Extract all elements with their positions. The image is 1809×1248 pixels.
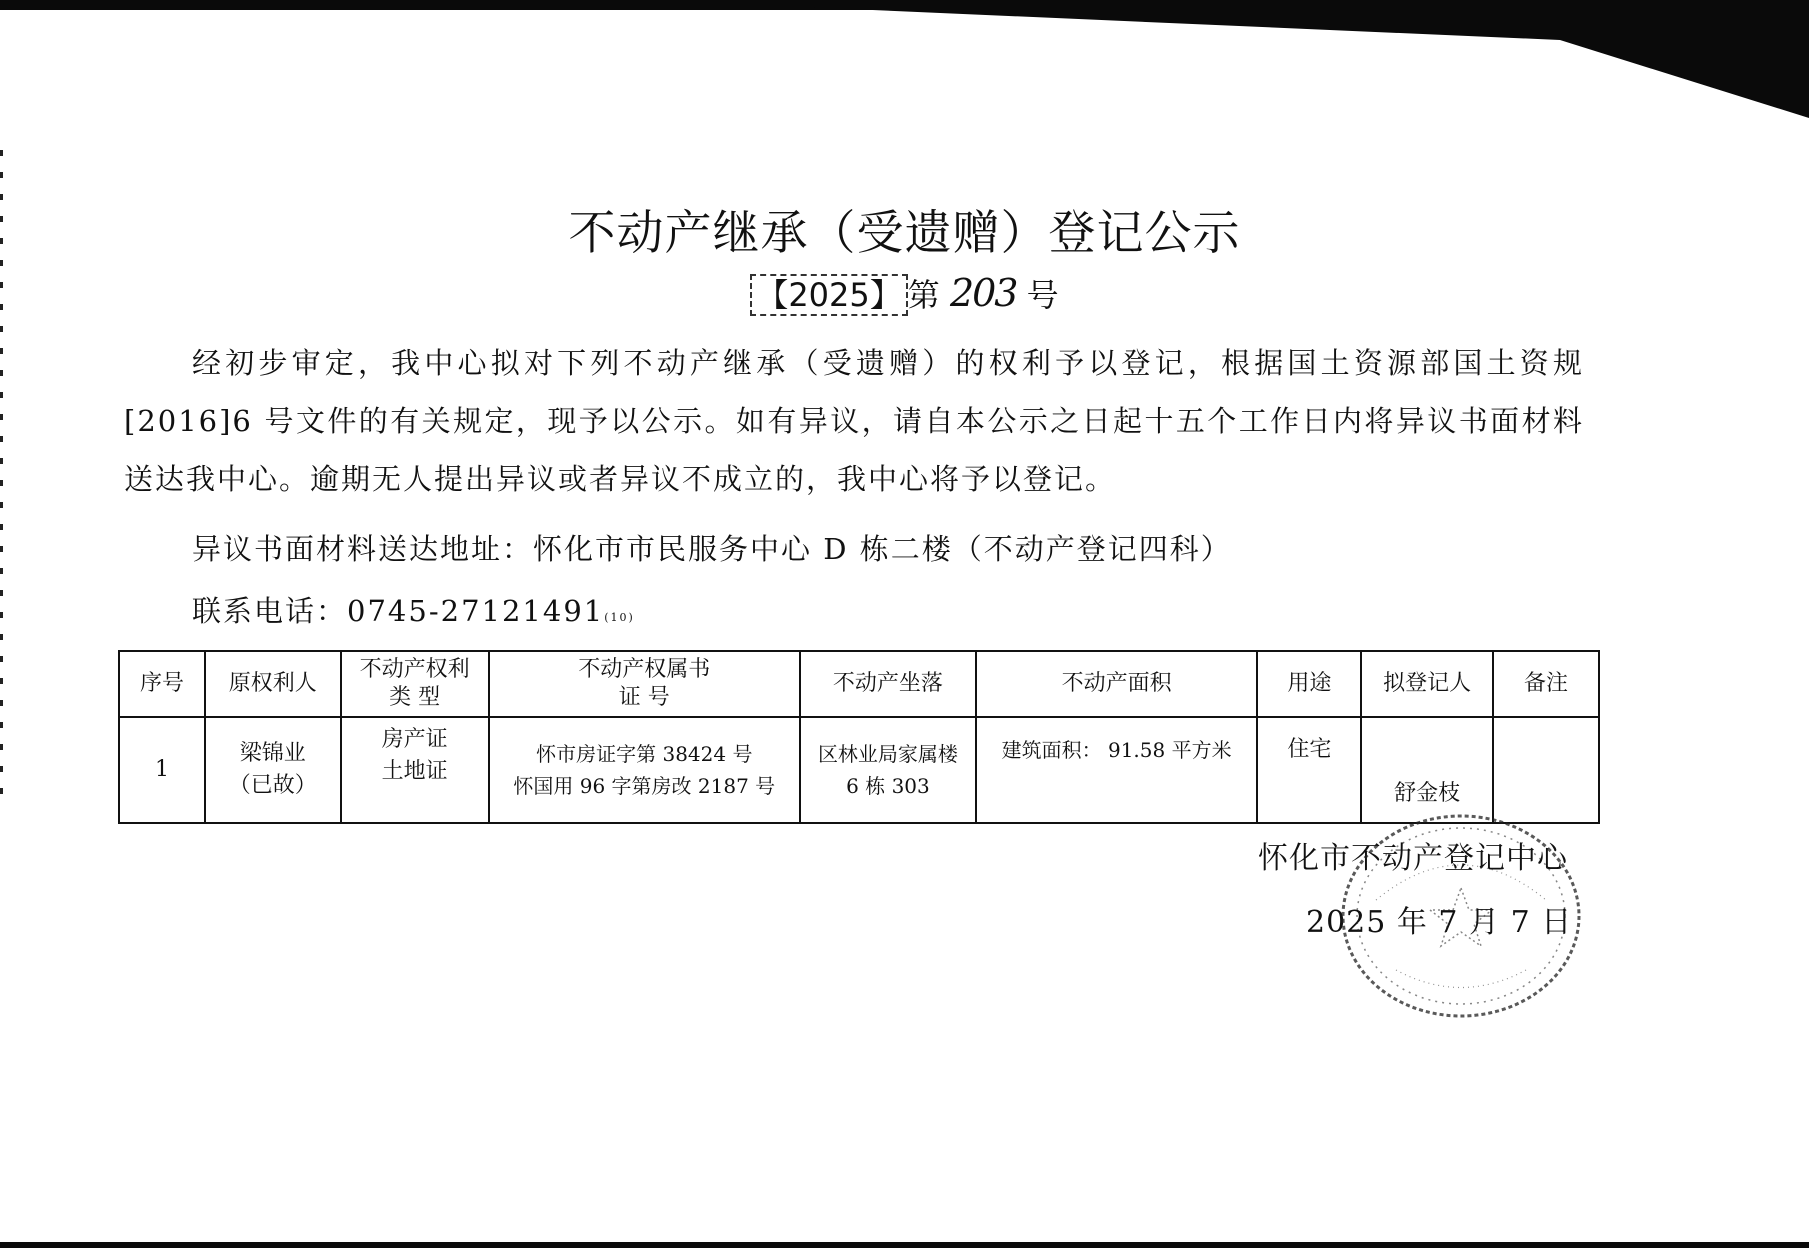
cell-owner: 梁锦业 （已故） xyxy=(205,717,341,823)
header-seq: 序号 xyxy=(119,651,205,717)
document-number-handwritten: 203 xyxy=(949,271,1017,315)
header-certificate: 不动产权属书 证 号 xyxy=(489,651,801,717)
contact-phone-label: 联系电话： xyxy=(192,594,348,628)
cell-right-type: 房产证 土地证 xyxy=(341,717,489,823)
contact-phone-ext: (10) xyxy=(604,611,635,624)
issue-date: 2025 年 7 月 7 日 xyxy=(1306,905,1573,940)
cell-use: 住宅 xyxy=(1257,717,1361,823)
document-title: 不动产继承（受遗赠）登记公示 xyxy=(568,206,1241,261)
table-row xyxy=(119,717,1599,823)
header-owner: 原权利人 xyxy=(205,651,341,717)
header-location: 不动产坐落 xyxy=(800,651,976,717)
document-number xyxy=(0,270,1809,316)
scan-border-bottom xyxy=(0,1242,1809,1248)
table-header-row xyxy=(119,651,1599,717)
official-seal-stamp xyxy=(1336,810,1586,1022)
document-number-di: 第 xyxy=(907,276,940,314)
cell-registrant: 舒金枝 xyxy=(1361,717,1493,823)
header-area: 不动产面积 xyxy=(976,651,1258,717)
cell-certificate: 怀市房证字第 38424 号 怀国用 96 字第房改 2187 号 xyxy=(489,717,801,823)
header-remarks: 备注 xyxy=(1493,651,1599,717)
cell-seq: 1 xyxy=(119,717,205,823)
document-number-year: 【2025】 xyxy=(750,274,907,316)
cell-area: 建筑面积： 91.58 平方米 xyxy=(976,717,1258,823)
intro-paragraph: 经初步审定，我中心拟对下列不动产继承（受遗赠）的权利予以登记，根据国土资源部国土资规[2016]6 号文件的有关规定，现予以公示。如有异议，请自本公示之日起十五个工作日内将异议书面材料送达我中心。逾期无人提出异议或者异议不成立的，我中心将予以登记。 xyxy=(124,346,1584,496)
cell-remarks xyxy=(1493,717,1599,823)
document-number-hao: 号 xyxy=(1016,276,1059,314)
scan-border-wedge xyxy=(0,0,1809,130)
registration-table xyxy=(118,650,1600,824)
header-right-type: 不动产权利 类 型 xyxy=(341,651,489,717)
objection-address: 异议书面材料送达地址：怀化市市民服务中心 D 栋二楼（不动产登记四科） xyxy=(192,532,1232,566)
header-registrant: 拟登记人 xyxy=(1361,651,1493,717)
issuer-name: 怀化市不动产登记中心 xyxy=(1258,841,1568,876)
header-use: 用途 xyxy=(1257,651,1361,717)
contact-phone-number: 0745-27121491 xyxy=(347,594,605,628)
contact-phone-line xyxy=(192,589,635,630)
cell-location: 区林业局家属楼 6 栋 303 xyxy=(800,717,976,823)
